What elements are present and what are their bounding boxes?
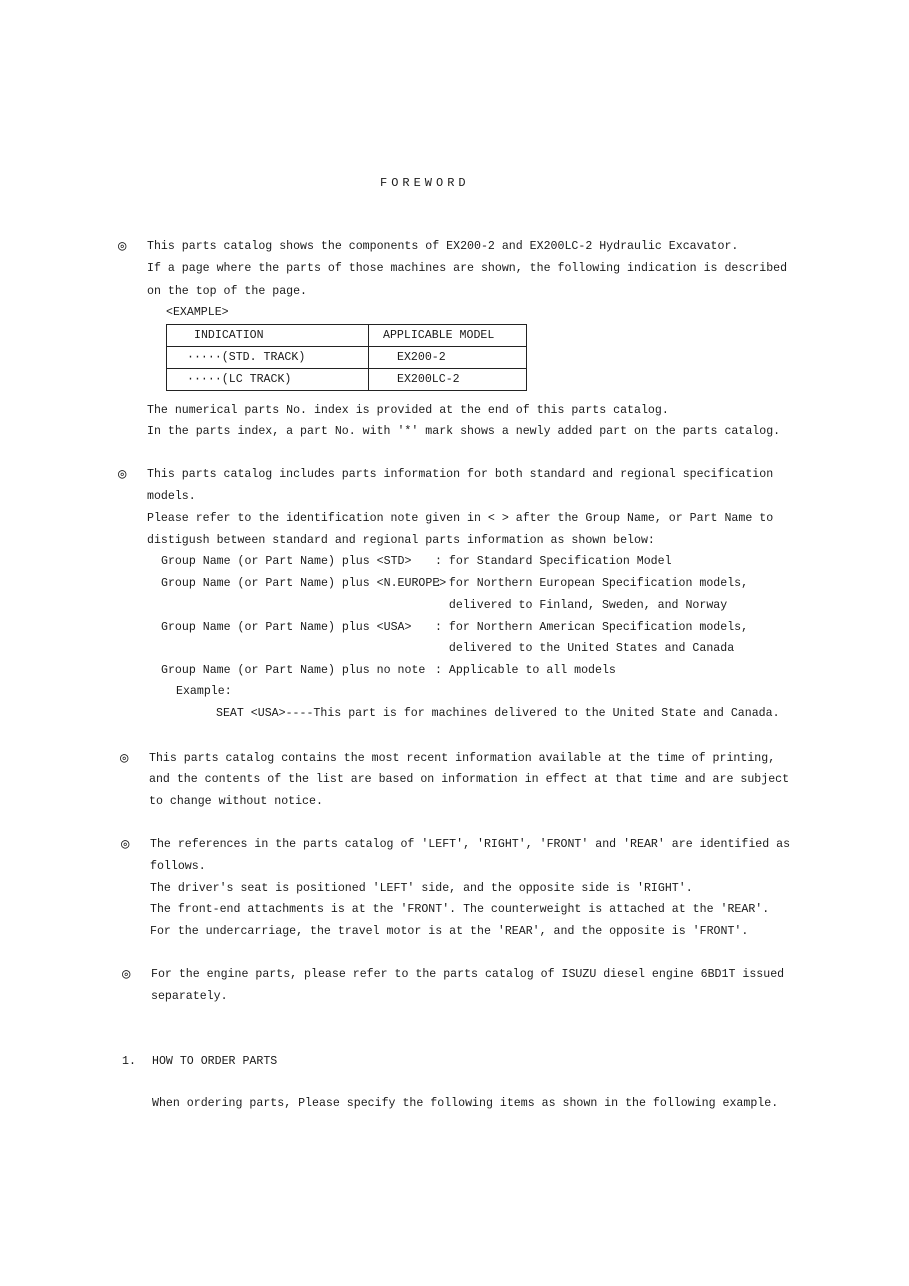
paragraph-line: For the undercarriage, the travel motor is at the 'REAR', and the opposite is 'FRONT'. xyxy=(150,925,749,938)
paragraph-line: separately. xyxy=(151,990,228,1003)
spec-label: Group Name (or Part Name) plus <STD> xyxy=(161,555,447,568)
table-header: APPLICABLE MODEL xyxy=(369,325,527,347)
bullet-icon: ◎ xyxy=(118,467,127,483)
bullet-icon: ◎ xyxy=(118,239,127,255)
table-row xyxy=(167,369,527,391)
paragraph-line: models. xyxy=(147,490,196,503)
spec-desc: delivered to the United States and Canada xyxy=(435,642,735,655)
paragraph-line: and the contents of the list are based on information in effect at that time and are subject xyxy=(149,773,790,786)
paragraph-line: distigush between standard and regional parts information as shown below: xyxy=(147,534,655,547)
example-table xyxy=(166,324,527,391)
section-heading: HOW TO ORDER PARTS xyxy=(152,1055,278,1068)
paragraph-line: to change without notice. xyxy=(149,795,323,808)
paragraph-line: If a page where the parts of those machines are shown, the following indication is described xyxy=(147,262,788,275)
paragraph-line: In the parts index, a part No. with '*' mark shows a newly added part on the parts catalog. xyxy=(147,425,781,438)
paragraph-line: Please refer to the identification note given in < > after the Group Name, or Part Name to xyxy=(147,512,774,525)
paragraph-line: This parts catalog shows the components of EX200-2 and EX200LC-2 Hydraulic Excavator. xyxy=(147,240,739,253)
spec-desc: : Applicable to all models xyxy=(435,664,616,677)
paragraph-line: The driver's seat is positioned 'LEFT' side, and the opposite side is 'RIGHT'. xyxy=(150,882,693,895)
page-title: FOREWORD xyxy=(380,176,470,190)
paragraph-line: on the top of the page. xyxy=(147,285,308,298)
section-number: 1. xyxy=(122,1055,136,1068)
example-label: <EXAMPLE> xyxy=(166,306,229,319)
table-header-row xyxy=(167,325,527,347)
paragraph-line: This parts catalog contains the most recent information available at the time of printing, xyxy=(149,752,776,765)
paragraph-line: follows. xyxy=(150,860,206,873)
table-cell: ·····(LC TRACK) xyxy=(167,369,369,391)
table-cell: EX200LC-2 xyxy=(369,369,527,391)
spec-desc: delivered to Finland, Sweden, and Norway xyxy=(435,599,728,612)
table-cell: EX200-2 xyxy=(369,347,527,369)
table-header: INDICATION xyxy=(167,325,369,347)
example-label: Example: xyxy=(176,685,232,698)
spec-desc: : for Northern American Specification models, xyxy=(435,621,749,634)
bullet-icon: ◎ xyxy=(122,967,131,983)
bullet-icon: ◎ xyxy=(121,837,130,853)
paragraph-line: The references in the parts catalog of 'LEFT', 'RIGHT', 'FRONT' and 'REAR' are identified as xyxy=(150,838,791,851)
paragraph-line: The numerical parts No. index is provided at the end of this parts catalog. xyxy=(147,404,669,417)
spec-desc: : for Northern European Specification models, xyxy=(435,577,749,590)
paragraph-line: When ordering parts, Please specify the following items as shown in the following example. xyxy=(152,1097,779,1110)
spec-label: Group Name (or Part Name) plus <USA> xyxy=(161,621,447,634)
table-row xyxy=(167,347,527,369)
bullet-icon: ◎ xyxy=(120,751,129,767)
spec-label: Group Name (or Part Name) plus <N.EUROPE> xyxy=(161,577,447,590)
paragraph-line: For the engine parts, please refer to the parts catalog of ISUZU diesel engine 6BD1T issued xyxy=(151,968,785,981)
paragraph-line: The front-end attachments is at the 'FRONT'. The counterweight is attached at the 'REAR'. xyxy=(150,903,770,916)
table-cell: ·····(STD. TRACK) xyxy=(167,347,369,369)
paragraph-line: This parts catalog includes parts information for both standard and regional specification xyxy=(147,468,774,481)
spec-desc: : for Standard Specification Model xyxy=(435,555,672,568)
example-text: SEAT <USA>----This part is for machines delivered to the United State and Canada. xyxy=(216,707,780,720)
spec-label: Group Name (or Part Name) plus no note xyxy=(161,664,447,677)
